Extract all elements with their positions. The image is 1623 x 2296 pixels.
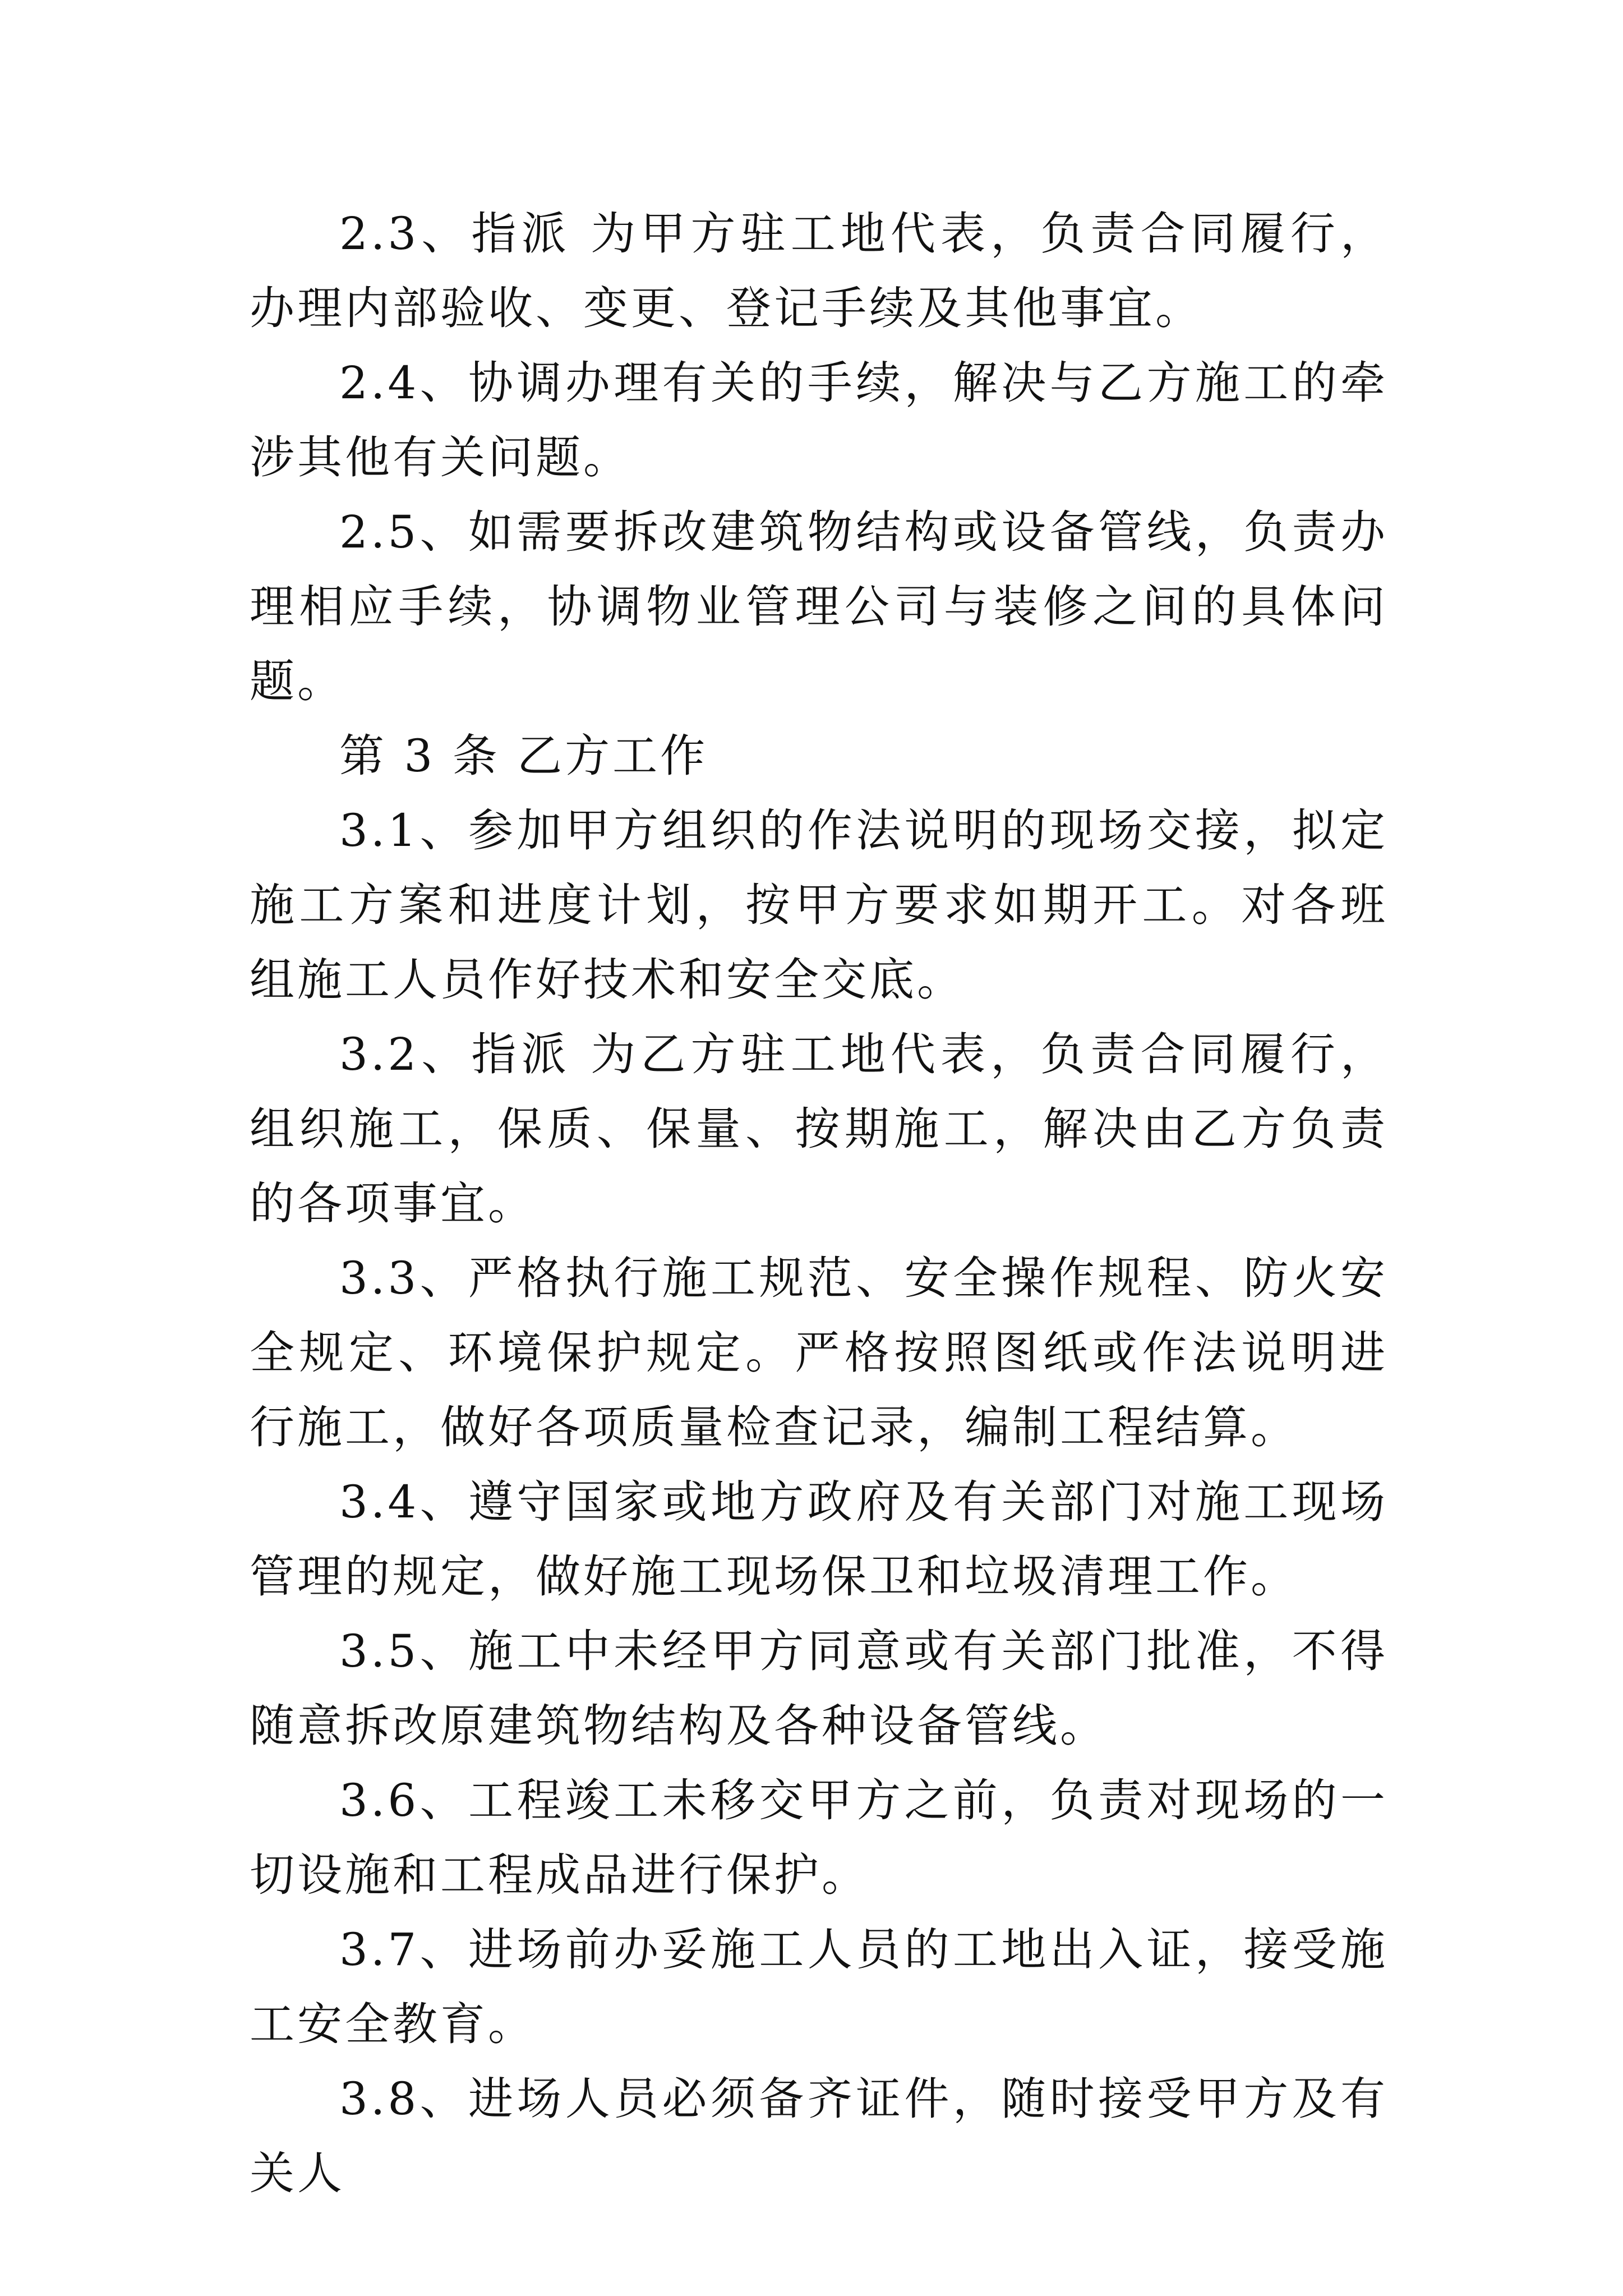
clause-3-1: 3.1、参加甲方组织的作法说明的现场交接，拟定施工方案和进度计划，按甲方要求如期开工。对各班组施工人员作好技术和安全交底。 [250, 804, 1388, 1006]
clause-3-5: 3.5、施工中未经甲方同意或有关部门批准，不得随意拆改原建筑物结构及各种设备管线。 [250, 1625, 1388, 1752]
clause-3-8: 3.8、进场人员必须备齐证件，随时接受甲方及有关人 [250, 2073, 1388, 2200]
clause-3-7: 3.7、进场前办妥施工人员的工地出入证，接受施工安全教育。 [250, 1924, 1388, 2050]
clause-2-5: 2.5、如需要拆改建筑物结构或设备管线，负责办理相应手续，协调物业管理公司与装修之间的具体问题。 [250, 506, 1388, 707]
clause-3-2: 3.2、指派 为乙方驻工地代表，负责合同履行，组织施工，保质、保量、按期施工，解决由乙方负责的各项事宜。 [250, 1028, 1388, 1230]
clause-2-3: 2.3、指派 为甲方驻工地代表，负责合同履行，办理内部验收、变更、登记手续及其他事宜。 [250, 208, 1388, 334]
section-heading-article-3: 第 3 条 乙方工作 [339, 730, 708, 782]
clause-2-4: 2.4、协调办理有关的手续，解决与乙方施工的牵涉其他有关问题。 [250, 357, 1388, 484]
clause-3-3: 3.3、严格执行施工规范、安全操作规程、防火安全规定、环境保护规定。严格按照图纸或作法说明进行施工，做好各项质量检查记录，编制工程结算。 [250, 1252, 1388, 1453]
clause-3-4: 3.4、遵守国家或地方政府及有关部门对施工现场管理的规定，做好施工现场保卫和垃圾清理工作。 [250, 1476, 1388, 1603]
clause-3-6: 3.6、工程竣工未移交甲方之前，负责对现场的一切设施和工程成品进行保护。 [250, 1774, 1388, 1901]
document-body [250, 196, 1388, 2211]
